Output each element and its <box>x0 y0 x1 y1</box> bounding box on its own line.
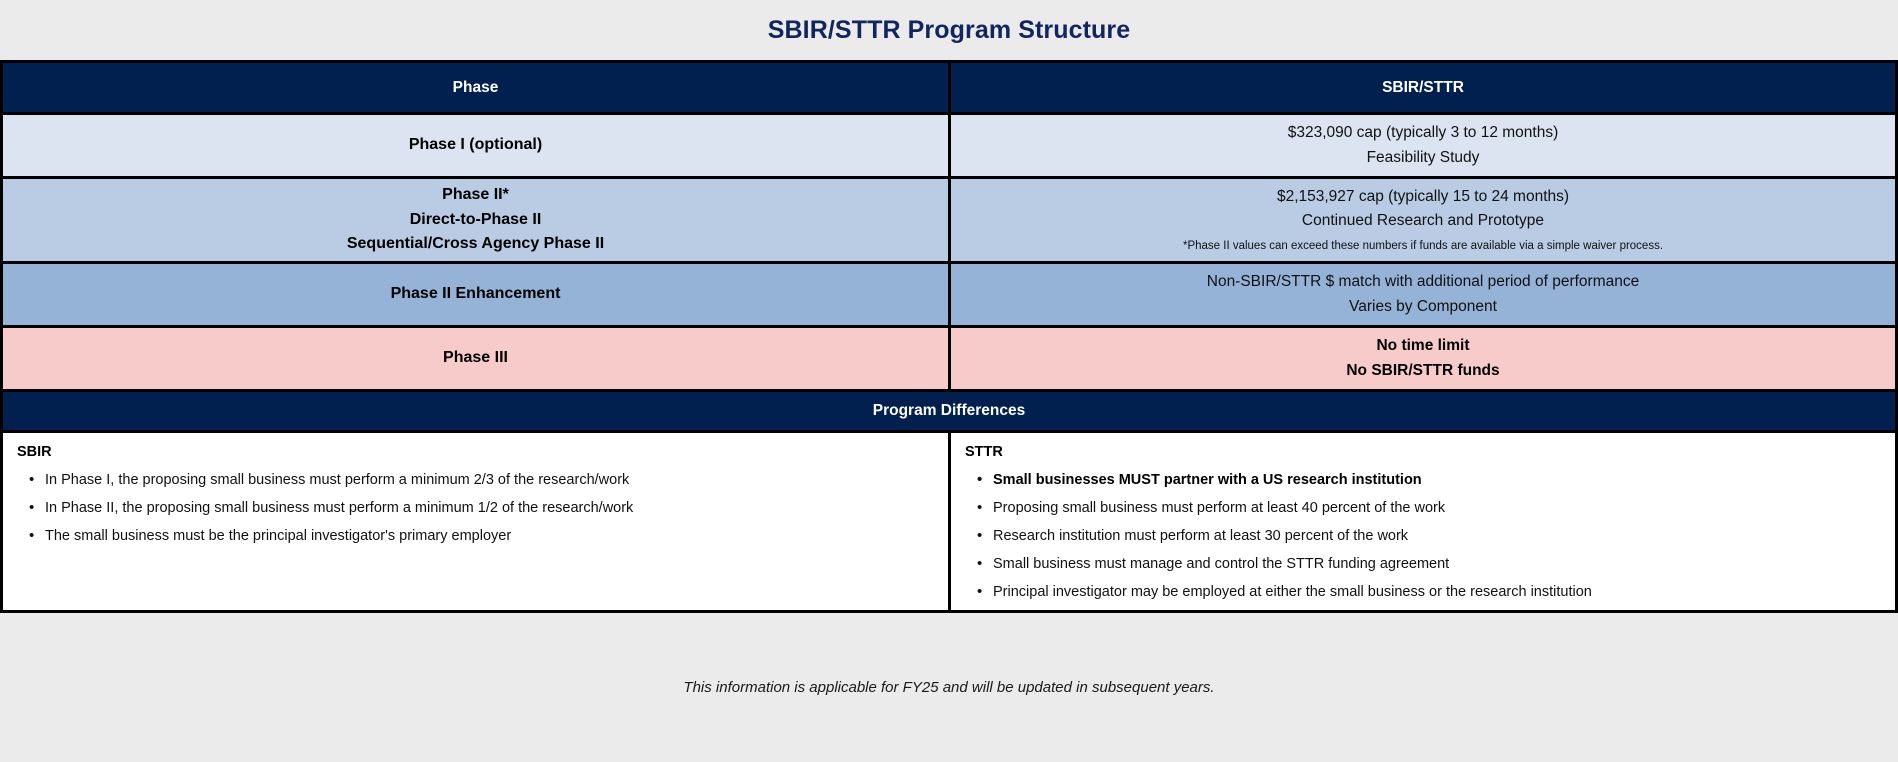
phase-line: Phase II* <box>442 186 509 204</box>
column-header-sbir-sttr: SBIR/STTR <box>1382 78 1464 96</box>
sttr-bullet-list <box>961 466 1881 606</box>
table-header-row <box>3 63 1895 115</box>
sbir-column <box>3 433 951 610</box>
phase-detail-cell <box>951 264 1895 325</box>
detail-line: Continued Research and Prototype <box>1301 212 1545 229</box>
list-item: • Small businesses MUST partner with a US research institution <box>961 466 1881 494</box>
detail-line: $2,153,927 cap (typically 15 to 24 months) <box>1276 187 1570 205</box>
list-item: • Proposing small business must perform at least 40 percent of the work <box>961 494 1881 522</box>
sttr-column <box>951 433 1895 610</box>
program-differences-section <box>3 433 1895 610</box>
phase-detail-cell <box>951 115 1895 176</box>
sbir-bullet-list <box>13 466 934 550</box>
title-band <box>0 0 1898 60</box>
list-item: • Small business must manage and control the STTR funding agreement <box>961 550 1881 578</box>
phase-line: Phase I (optional) <box>408 136 543 154</box>
page-title: SBIR/STTR Program Structure <box>767 15 1131 44</box>
phase-label-cell <box>3 179 951 261</box>
phase-detail-cell <box>951 328 1895 389</box>
detail-line: No time limit <box>1376 337 1470 354</box>
detail-line: Non-SBIR/STTR $ match with additional period of performance <box>1206 273 1640 290</box>
list-item: • Research institution must perform at least 30 percent of the work <box>961 522 1881 550</box>
list-item: • In Phase II, the proposing small business must perform a minimum 1/2 of the research/work <box>13 494 934 522</box>
column-header-phase: Phase <box>3 63 951 112</box>
phase-detail-cell <box>951 179 1895 261</box>
detail-line: Varies by Component <box>1349 297 1497 315</box>
phase-2-waiver-note: *Phase II values can exceed these numbers if funds are available via a simple waiver process. <box>1182 239 1664 252</box>
footer-band <box>0 613 1898 762</box>
phase-label-cell <box>3 264 951 325</box>
phase-line: Direct-to-Phase II <box>409 210 542 228</box>
detail-line: No SBIR/STTR funds <box>1346 361 1500 379</box>
list-item: • The small business must be the principal investigator's primary employer <box>13 522 934 550</box>
program-differences-title: Program Differences <box>872 402 1026 419</box>
phase-label-cell <box>3 115 951 176</box>
detail-line: $323,090 cap (typically 3 to 12 months) <box>1287 124 1559 141</box>
phase-table <box>0 60 1898 613</box>
phase-line: Sequential/Cross Agency Phase II <box>346 235 605 253</box>
list-item: • In Phase I, the proposing small business must perform a minimum 2/3 of the research/work <box>13 466 934 494</box>
table-row-phase-3 <box>3 328 1895 392</box>
detail-line: Feasibility Study <box>1366 148 1480 166</box>
list-item: • Principal investigator may be employed at either the small business or the research institution <box>961 578 1881 606</box>
table-row-phase-1 <box>3 115 1895 179</box>
program-differences-band <box>3 392 1895 433</box>
sttr-heading: STTR <box>965 444 1003 460</box>
phase-label-cell <box>3 328 951 389</box>
table-row-phase-2 <box>3 179 1895 264</box>
phase-line: Phase III <box>443 349 508 367</box>
footer-note: This information is applicable for FY25 and will be updated in subsequent years. <box>683 679 1215 696</box>
table-row-phase-2-enhancement <box>3 264 1895 328</box>
sbir-heading: SBIR <box>17 444 52 460</box>
phase-line: Phase II Enhancement <box>390 285 561 303</box>
